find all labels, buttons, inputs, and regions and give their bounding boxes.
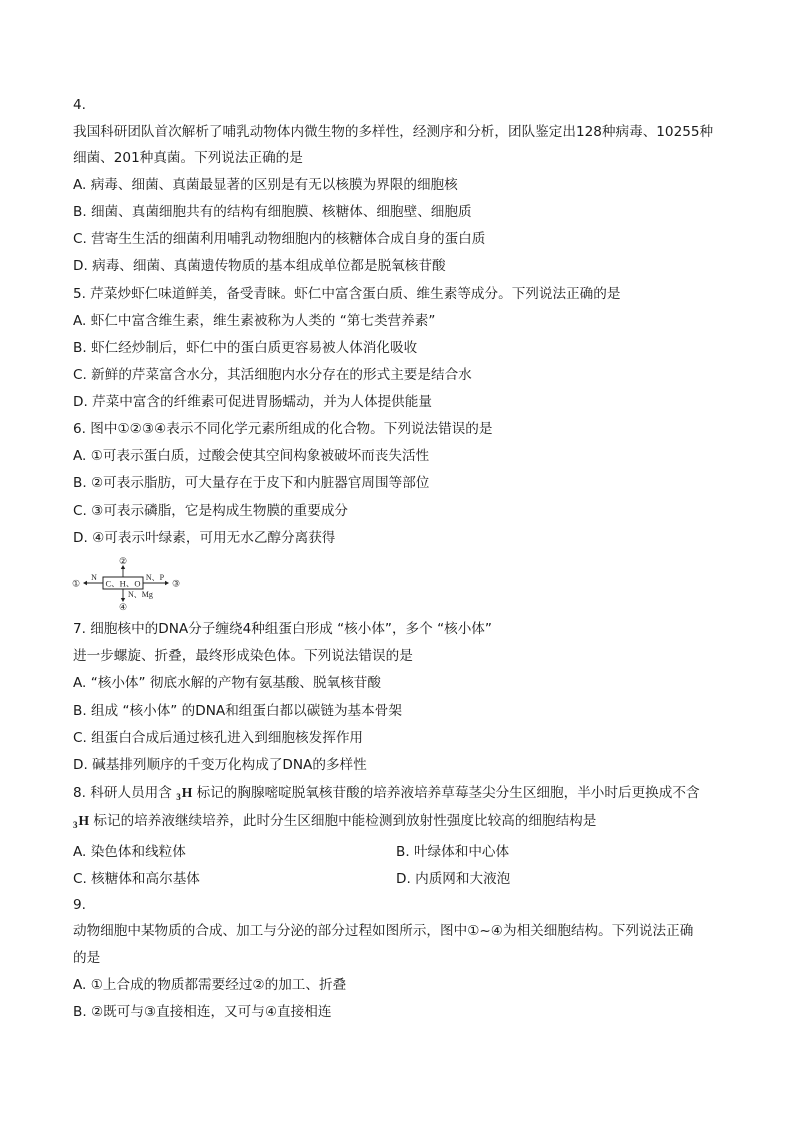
- q4-option-d: D. 病毒、细菌、真菌遗传物质的基本组成单位都是脱氧核苷酸: [73, 258, 446, 274]
- q4-option-c: C. 营寄生生活的细菌利用哺乳动物细胞内的核糖体合成自身的蛋白质: [73, 231, 486, 247]
- q7-option-b: B. 组成 “核小体” 的DNA和组蛋白都以碳链为基本骨架: [73, 703, 402, 719]
- q6-option-c: C. ③可表示磷脂，它是构成生物膜的重要成分: [73, 503, 349, 519]
- q8-option-c: C. 核糖体和高尔基体: [73, 871, 200, 887]
- q8-option-d: D. 内质网和大液泡: [396, 871, 511, 887]
- q7-option-a: A. “核小体” 彻底水解的产物有氨基酸、脱氧核苷酸: [73, 675, 381, 691]
- q8-stem-part1: 8. 科研人员用含: [73, 785, 177, 801]
- left-label: N: [91, 573, 97, 582]
- node-4: ④: [118, 602, 128, 612]
- right-label: N、P: [145, 573, 165, 582]
- isotope-symbol-2: H: [78, 813, 90, 828]
- q5-option-c: C. 新鲜的芹菜富含水分，其活细胞内水分存在的形式主要是结合水: [73, 367, 472, 383]
- q7-stem-line2: 进一步螺旋、折叠，最终形成染色体。下列说法错误的是: [73, 648, 413, 664]
- q9-stem-line2: 的是: [73, 950, 101, 966]
- q8-stem-part2: 标记的胸腺嘧啶脱氧核苷酸的培养液培养草莓茎尖分生区细胞，半小时后更换成不含: [192, 785, 700, 801]
- q9-stem-line1: 动物细胞中某物质的合成、加工与分泌的部分过程如图所示，图中①~④为相关细胞结构。下列说法正确: [73, 923, 694, 939]
- q9-number: 9.: [73, 897, 86, 913]
- node-3: ③: [171, 578, 181, 589]
- arrowhead-left: [83, 581, 87, 585]
- isotope-mass: 3: [176, 792, 181, 802]
- q8-option-a: A. 染色体和线粒体: [73, 844, 186, 860]
- q7-option-c: C. 组蛋白合成后通过核孔进入到细胞核发挥作用: [73, 730, 364, 746]
- q6-option-d: D. ④可表示叶绿素，可用无水乙醇分离获得: [73, 530, 336, 546]
- q7-stem-line1: 7. 细胞核中的DNA分子缠绕4种组蛋白形成 “核小体”，多个 “核小体”: [73, 621, 492, 637]
- q6-option-b: B. ②可表示脂肪，可大量存在于皮下和内脏器官周围等部位: [73, 475, 430, 491]
- isotope-mass-2: 3: [73, 820, 78, 830]
- arrowhead-right: [165, 581, 169, 585]
- q8-stem-line2: [73, 811, 596, 835]
- q9-option-b: B. ②既可与③直接相连，又可与④直接相连: [73, 1004, 332, 1020]
- q5-option-a: A. 虾仁中富含维生素，维生素被称为人类的 “第七类营养素”: [73, 313, 436, 329]
- q6-option-a: A. ①可表示蛋白质，过酸会使其空间构象被破坏而丧失活性: [73, 448, 430, 464]
- q9-option-a: A. ①上合成的物质都需要经过②的加工、折叠: [73, 977, 347, 993]
- node-1: ①: [71, 578, 81, 589]
- q8-option-b: B. 叶绿体和中心体: [396, 844, 510, 860]
- q5-option-d: D. 芹菜中富含的纤维素可促进胃肠蠕动，并为人体提供能量: [73, 394, 432, 410]
- element-compound-diagram: [70, 556, 190, 612]
- q4-stem-line2: 细菌、201种真菌。下列说法正确的是: [73, 150, 303, 166]
- q5-stem: 5. 芹菜炒虾仁味道鲜美，备受青睐。虾仁中富含蛋白质、维生素等成分。下列说法正确的是: [73, 286, 621, 302]
- q4-number: 4.: [73, 97, 86, 113]
- q6-stem: 6. 图中①②③④表示不同化学元素所组成的化合物。下列说法错误的是: [73, 421, 493, 437]
- isotope-label: [176, 785, 192, 800]
- q4-option-b: B. 细菌、真菌细胞共有的结构有细胞膜、核糖体、细胞壁、细胞质: [73, 204, 472, 220]
- isotope-label-2: [73, 813, 89, 828]
- q4-option-a: A. 病毒、细菌、真菌最显著的区别是有无以核膜为界限的细胞核: [73, 177, 458, 193]
- node-2: ②: [118, 556, 128, 566]
- q7-option-d: D. 碱基排列顺序的千变万化构成了DNA的多样性: [73, 757, 367, 773]
- isotope-symbol: H: [181, 785, 193, 800]
- center-elements: C、H、O: [105, 578, 141, 589]
- q4-stem-line1: 我国科研团队首次解析了哺乳动物体内微生物的多样性，经测序和分析，团队鉴定出128种病毒、10255种: [73, 124, 714, 140]
- q8-stem-line1: [73, 783, 700, 807]
- q8-stem-part3: 标记的培养液继续培养，此时分生区细胞中能检测到放射性强度比较高的细胞结构是: [89, 813, 597, 829]
- q5-option-b: B. 虾仁经炒制后，虾仁中的蛋白质更容易被人体消化吸收: [73, 340, 418, 356]
- down-label: N、Mg: [128, 590, 153, 599]
